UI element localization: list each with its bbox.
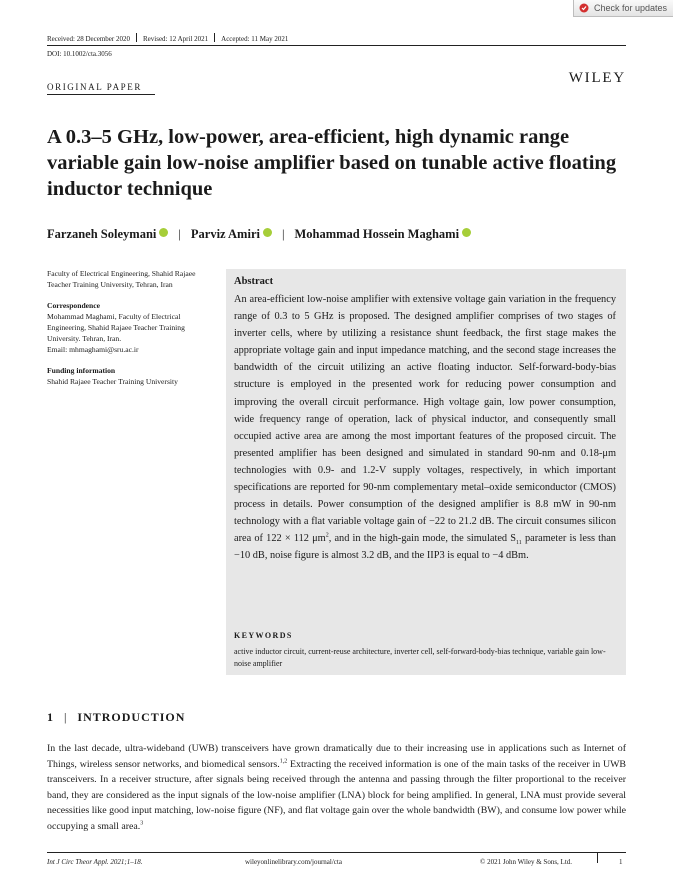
article-title: A 0.3–5 GHz, low-power, area-efficient, high dynamic range variable gain low-noise amplifier based on tunable active floating inductor technique [47, 126, 617, 200]
abstract-text-part: An area-efficient low-noise amplifier with extensive voltage gain variation in the frequency range of 0.3 to 5 GHz is proposed. The designed amplifier comprises of two stages of inverter cells, where by utilizing a resistance shunt feedback, the first stage makes the appropriate voltage gain and input impedance matching, and the second stage increases the bandwidth of the circuit utilizing an active floating inductor. Self-forward-body-bias structure is employed in the presented work for reducing power consumption and improving the overall circuit performance. High voltage gain, low power consumption, wide frequency range of operation, lack of physical inductor, and consequently small occupied active area are among the most important features of the proposed circuit. The presented amplifier has been designed and simulated in standard 90-nm and 0.18-μm technologies with 0.9- and 1.2-V supply voltages, respectively, in which important specifications are reported for 90-nm complementary metal–oxide semiconductor (CMOS) process in details. Power consumption of the designed amplifier is 8.8 mW in 90-nm technology with a flat variable voltage gain of −22 to 21.2 dB. The circuit consumes silicon area of 122 × 112 μm [234, 294, 616, 545]
author-name[interactable]: Mohammad Hossein Maghami [294, 227, 460, 241]
author-separator: | [281, 227, 285, 241]
page-number: 1 [619, 858, 623, 866]
author-name[interactable]: Farzaneh Soleymani [47, 227, 157, 241]
subscript: 11 [516, 540, 522, 547]
abstract-text-part: parameter is less than −10 dB, noise figure is almost 3.2 dB, and the IIP3 is equal to −4 dBm. [234, 533, 616, 562]
copyright: © 2021 John Wiley & Sons, Ltd. [480, 858, 573, 866]
check-for-updates-button[interactable] [573, 0, 673, 17]
paragraph-text: In the last decade, ultra-wideband (UWB) transceivers have grown dramatically due to their increasing use in applications such as Internet of Things, wireless sensor networks, and biomedical sensors. [47, 743, 626, 770]
superscript: 2 [325, 532, 329, 539]
footer-separator [597, 852, 598, 863]
orcid-icon[interactable] [263, 228, 272, 237]
article-type: ORIGINAL PAPER [47, 82, 142, 92]
abstract-text [234, 291, 616, 565]
orcid-icon[interactable] [159, 228, 168, 237]
abstract-heading: Abstract [234, 276, 274, 287]
accepted-date: Accepted: 11 May 2021 [221, 35, 289, 43]
received-date: Received: 28 December 2020 [47, 35, 130, 43]
journal-citation: Int J Circ Theor Appl. 2021;1–18. [47, 858, 143, 866]
article-dates [47, 33, 288, 44]
affiliation: Faculty of Electrical Engineering, Shahid Rajaee Teacher Training University, Tehran, Iran [47, 269, 196, 289]
check-updates-icon [579, 3, 589, 13]
correspondence-heading: Correspondence [47, 301, 101, 310]
check-updates-label: Check for updates [593, 3, 667, 13]
funding-section [47, 365, 207, 387]
paragraph-text: Extracting the received information is one of the main tasks of the receiver in UWB transceivers. In a receiver structure, after signals being received through the antenna and passing through the filter proportional to the receiver band, they are considered as the input signals of the low-noise amplifier (LNA) block for being amplified. In general, LNA must provide several necessities like good input matching, low-noise figure (NF), and flat voltage gain over the whole bandwidth (BW), and consume low power while occupying a small area. [47, 758, 626, 832]
abstract-text-part: , and in the high-gain mode, the simulated S [328, 533, 516, 545]
footer-rule [47, 852, 626, 853]
author-info-column [47, 268, 207, 397]
orcid-icon[interactable] [462, 228, 471, 237]
keywords-heading: KEYWORDS [234, 631, 293, 640]
funding-text: Shahid Rajaee Teacher Training University [47, 377, 178, 386]
keywords-text: active inductor circuit, current-reuse architecture, inverter cell, self-forward-body-bias technique, variable gain low-noise amplifier [234, 647, 606, 668]
author-name[interactable]: Parviz Amiri [190, 227, 260, 241]
publisher-logo: WILEY [568, 70, 626, 86]
citation-link[interactable]: 3 [140, 820, 144, 827]
article-type-rule [47, 94, 155, 95]
citation-link[interactable]: 1,2 [279, 758, 288, 765]
revised-date: Revised: 12 April 2021 [143, 35, 209, 43]
section-title: INTRODUCTION [77, 710, 186, 724]
doi-link[interactable]: DOI: 10.1002/cta.3056 [47, 50, 112, 58]
funding-heading: Funding information [47, 366, 116, 375]
author-separator: | [178, 227, 181, 241]
journal-url[interactable]: wileyonlinelibrary.com/journal/cta [245, 858, 342, 866]
correspondence-section [47, 300, 207, 355]
intro-paragraph [47, 741, 626, 835]
author-list [47, 226, 471, 242]
header-rule [47, 45, 626, 46]
section-separator: | [64, 710, 68, 724]
section-number: 1 [47, 710, 54, 724]
correspondence-text: Mohammad Maghami, Faculty of Electrical Engineering, Shahid Rajaee Teacher Training University. Tehran, Iran. [47, 312, 185, 343]
section-heading [47, 710, 185, 724]
correspondence-email[interactable]: Email: mhmaghami@sru.ac.ir [47, 345, 139, 354]
